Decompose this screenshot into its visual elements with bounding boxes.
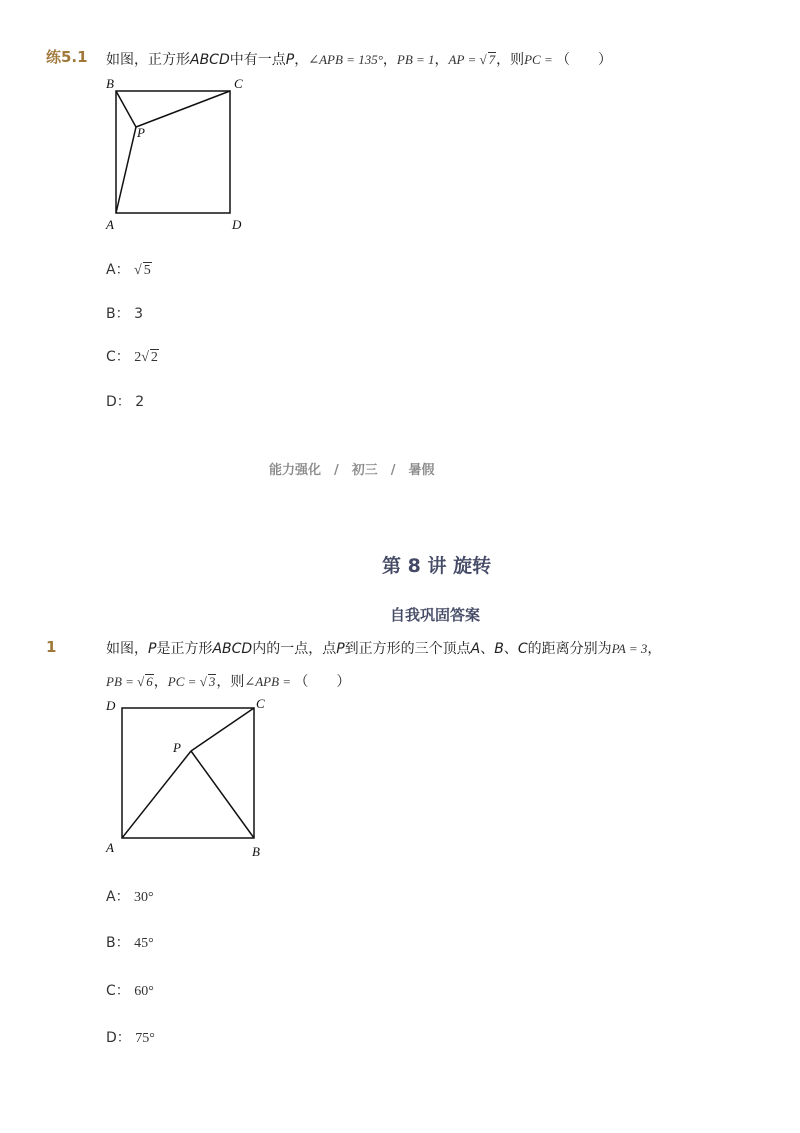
radicand: 2: [150, 350, 158, 365]
option-d[interactable]: [106, 1027, 155, 1047]
square-figure-1: [100, 72, 260, 237]
q2-l2-h: ，则: [216, 674, 245, 690]
section-title: 自我巩固答案: [390, 606, 481, 624]
q-text-d: P: [285, 52, 295, 68]
q-text-f: ∠APB = 135°: [308, 52, 383, 67]
square-abcd: [122, 708, 254, 838]
question-text-line2: [106, 671, 350, 691]
radicand: 6: [146, 674, 153, 689]
option-value: [134, 350, 159, 365]
question-text-line1: [106, 638, 661, 658]
q2-l2-a: PB =: [106, 674, 138, 689]
radical-sign: √: [141, 350, 149, 365]
radical-sign: √: [199, 674, 207, 689]
segment-bp: [191, 751, 254, 838]
q2-o: ，: [647, 641, 662, 657]
option-value: 60°: [134, 984, 154, 999]
segment-cp: [136, 91, 230, 127]
segment-ap: [116, 127, 136, 213]
q-text-i: ，: [434, 52, 449, 68]
option-label: C：: [106, 349, 130, 365]
option-label: C：: [106, 983, 130, 999]
radical-sign: √: [134, 263, 142, 278]
q2-j: B: [494, 641, 504, 657]
q-text-o: （ ）: [556, 52, 612, 68]
option-value: 45°: [134, 936, 154, 951]
q2-l2-e: PC =: [167, 674, 200, 689]
radical-sign: √: [479, 52, 487, 67]
option-a[interactable]: [106, 259, 152, 279]
q-text-c: 中有一点: [229, 52, 286, 68]
q-text-h: PB = 1: [396, 52, 435, 67]
label-a: A: [106, 840, 114, 855]
coefficient: 2: [134, 350, 142, 365]
q-text-g: ，: [382, 52, 397, 68]
radicand: 5: [143, 263, 151, 278]
segment-ap: [122, 751, 191, 838]
q2-a: 如图，: [106, 641, 148, 657]
question-number: 1: [46, 638, 57, 656]
option-label: D：: [106, 394, 131, 410]
option-a[interactable]: [106, 886, 154, 906]
option-label: D：: [106, 1030, 131, 1046]
option-b[interactable]: [106, 932, 154, 952]
label-p: P: [137, 125, 145, 140]
label-d: D: [232, 217, 242, 232]
q2-g: 到正方形的三个顶点: [344, 641, 471, 657]
q2-c: 是正方形: [156, 641, 213, 657]
option-label: A：: [106, 262, 130, 278]
segment-bp: [116, 91, 136, 127]
sqrt-6: [137, 674, 154, 690]
q2-e: 内的一点，点: [252, 641, 337, 657]
option-value: 2: [135, 394, 145, 410]
q-text-a: 如图，正方形: [106, 52, 190, 68]
label-a: A: [106, 217, 114, 232]
q2-l2-i: ∠APB =: [244, 674, 295, 689]
q2-l: C: [517, 641, 528, 657]
sqrt-7: [479, 52, 496, 68]
label-c: C: [256, 696, 265, 711]
label-b: B: [252, 844, 260, 859]
label-b: B: [106, 76, 114, 91]
q2-b: P: [148, 641, 157, 657]
question-number: 练5.1: [46, 48, 88, 66]
option-value: 3: [134, 306, 143, 322]
page-footer: 能力强化 / 初三 / 暑假: [269, 463, 435, 478]
q2-i: 、: [480, 641, 495, 657]
square-figure-2: [100, 694, 280, 864]
q-text-b: ABCD: [190, 52, 230, 68]
option-c[interactable]: [106, 980, 154, 1000]
q-text-n: PC =: [524, 52, 556, 67]
option-d[interactable]: [106, 391, 144, 411]
option-value: 30°: [134, 890, 154, 905]
q2-l2-j: （ ）: [294, 674, 351, 690]
segment-cp: [191, 708, 254, 751]
q-text-j: AP =: [448, 52, 480, 67]
q2-n: PA = 3: [611, 641, 648, 656]
q2-k: 、: [503, 641, 518, 657]
q2-f: P: [336, 641, 345, 657]
q2-h: A: [470, 641, 481, 657]
radicand: 7: [488, 52, 496, 67]
question-text: [106, 49, 612, 69]
option-c[interactable]: [106, 346, 159, 366]
label-c: C: [234, 76, 243, 91]
label-p: P: [173, 740, 181, 755]
radical-sign: √: [137, 674, 145, 689]
sqrt-3: [200, 674, 217, 690]
option-label: B：: [106, 306, 130, 322]
option-value: 75°: [135, 1031, 155, 1046]
option-label: A：: [106, 889, 130, 905]
option-label: B：: [106, 935, 130, 951]
option-b[interactable]: [106, 303, 143, 323]
option-value: [134, 262, 152, 279]
chapter-title: 第 8 讲 旋转: [382, 555, 492, 577]
q-text-e: ，: [294, 52, 309, 68]
q2-m: 的距离分别为: [527, 641, 612, 657]
label-d: D: [106, 698, 116, 713]
radicand: 3: [208, 674, 216, 689]
square-abcd: [116, 91, 230, 213]
q-text-m: ，则: [496, 52, 525, 68]
q2-d: ABCD: [212, 641, 253, 657]
q2-l2-d: ，: [153, 674, 168, 690]
